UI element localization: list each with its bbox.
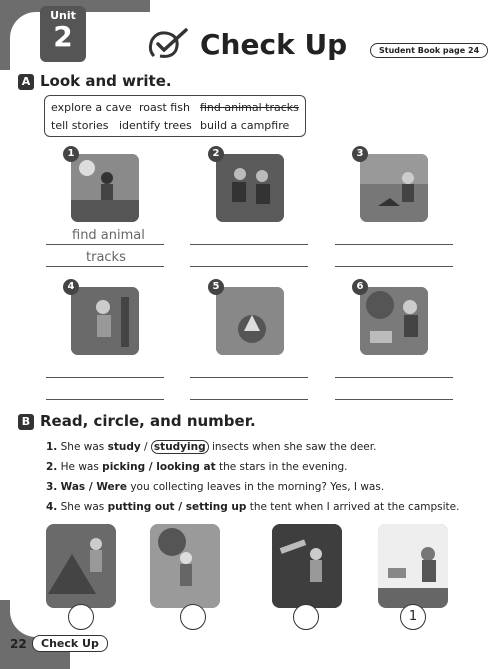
- sentence-number: 3.: [46, 481, 58, 493]
- picture-tent: [46, 524, 116, 608]
- page-number: 22: [10, 637, 27, 651]
- sentence-3: [46, 481, 384, 493]
- section-a-letter: A: [18, 74, 34, 90]
- check-icon: [146, 28, 194, 60]
- picture-number: 1: [63, 146, 79, 162]
- separator: /: [145, 461, 157, 473]
- sentence-text: the stars in the evening.: [215, 461, 348, 473]
- answer-circle[interactable]: [293, 604, 319, 630]
- answer-line: [46, 244, 164, 245]
- illustration-identify-trees: [71, 287, 139, 355]
- answer-line: [335, 377, 453, 378]
- sentence-1: [46, 441, 376, 453]
- separator: /: [85, 481, 97, 493]
- picture-6: [360, 287, 428, 355]
- picture-4: [71, 287, 139, 355]
- student-book-ref: Student Book page 24: [370, 43, 488, 58]
- picture-1: [71, 154, 139, 222]
- answer-line: [190, 266, 308, 267]
- sentence-number: 2.: [46, 461, 58, 473]
- illustration-looking-at-stars: [272, 524, 342, 608]
- illustration-setting-up-tent: [46, 524, 116, 608]
- word-bank-item: explore a cave: [51, 101, 132, 114]
- answer-line: [190, 399, 308, 400]
- picture-5: [216, 287, 284, 355]
- answer-line: [46, 266, 164, 267]
- option-2[interactable]: setting up: [185, 501, 247, 513]
- example-answer: tracks: [86, 250, 126, 265]
- word-bank-item: roast fish: [139, 101, 190, 114]
- unit-badge: [40, 6, 86, 62]
- option-2[interactable]: Were: [96, 481, 127, 493]
- picture-number: 4: [63, 279, 79, 295]
- illustration-storytelling: [216, 154, 284, 222]
- picture-telescope: [272, 524, 342, 608]
- picture-number: 5: [208, 279, 224, 295]
- sentence-2: [46, 461, 348, 473]
- illustration-campfire: [360, 154, 428, 222]
- answer-circle[interactable]: [68, 604, 94, 630]
- sentence-number: 1.: [46, 441, 58, 453]
- word-bank-item: identify trees: [119, 119, 192, 132]
- example-answer: find animal: [72, 228, 145, 243]
- sentence-text: insects when she saw the deer.: [208, 441, 377, 453]
- picture-number: 6: [352, 279, 368, 295]
- picture-3: [360, 154, 428, 222]
- answer-line: [335, 399, 453, 400]
- illustration-boy-tracks: [71, 154, 139, 222]
- answer-line: [190, 377, 308, 378]
- page-title: Check Up: [200, 28, 348, 61]
- option-1[interactable]: picking: [102, 461, 146, 473]
- illustration-studying-insects: [378, 524, 448, 608]
- picture-number: 3: [352, 146, 368, 162]
- illustration-build-campfire: [216, 287, 284, 355]
- illustration-collecting-leaves: [150, 524, 220, 608]
- picture-number: 2: [208, 146, 224, 162]
- unit-label: Unit: [50, 9, 76, 22]
- word-bank-item: build a campfire: [200, 119, 290, 132]
- separator: /: [140, 441, 151, 453]
- sentence-text: the tent when I arrived at the campsite.: [246, 501, 460, 513]
- section-b-letter: B: [18, 414, 34, 430]
- word-bank: [44, 95, 306, 137]
- picture-deer: [378, 524, 448, 608]
- answer-circle-filled[interactable]: 1: [400, 604, 426, 630]
- option-1[interactable]: putting out: [107, 501, 175, 513]
- sentence-text: She was: [60, 501, 108, 513]
- separator: /: [174, 501, 186, 513]
- word-bank-item: tell stories: [51, 119, 109, 132]
- answer-line: [46, 399, 164, 400]
- option-2-circled[interactable]: studying: [151, 440, 209, 454]
- picture-leaves: [150, 524, 220, 608]
- sentence-text: She was: [60, 441, 108, 453]
- answer-circle[interactable]: [180, 604, 206, 630]
- footer-label: Check Up: [32, 635, 108, 652]
- picture-2: [216, 154, 284, 222]
- sentence-text: you collecting leaves in the morning? Yes, I was.: [126, 481, 385, 493]
- option-1[interactable]: study: [107, 441, 141, 453]
- sentence-number: 4.: [46, 501, 58, 513]
- section-a-title: Look and write.: [40, 72, 172, 90]
- answer-line: [335, 244, 453, 245]
- word-bank-item-crossed: find animal tracks: [200, 101, 299, 114]
- illustration-explore: [360, 287, 428, 355]
- sentence-text: He was: [60, 461, 103, 473]
- answer-line: [46, 377, 164, 378]
- answer-line: [190, 244, 308, 245]
- answer-line: [335, 266, 453, 267]
- sentence-4: [46, 501, 459, 513]
- unit-number: 2: [53, 20, 73, 53]
- section-b-title: Read, circle, and number.: [40, 412, 256, 430]
- option-2[interactable]: looking at: [156, 461, 216, 473]
- option-1[interactable]: Was: [60, 481, 86, 493]
